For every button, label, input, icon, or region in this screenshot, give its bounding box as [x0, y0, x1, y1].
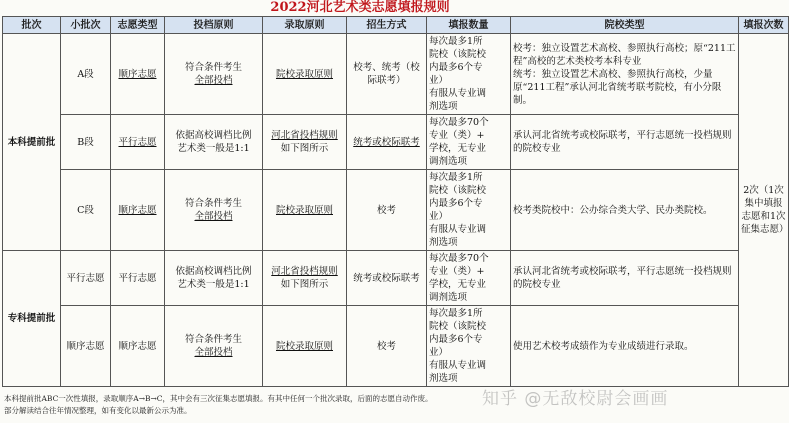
header-school-type: 院校类型 [511, 17, 739, 34]
fill-line: 每次最多70个 [429, 117, 489, 128]
sub-batch: A段 [61, 34, 111, 115]
fill-line: 每次最多1所 [429, 36, 483, 47]
volunteer-type: 平行志愿 [118, 272, 157, 284]
toudang-line-2: 艺术类一般是1:1 [177, 143, 250, 154]
fill-count-cell [427, 251, 511, 306]
fill-line: 学校，无专业 [429, 143, 487, 154]
fill-line: 每次最多70个 [429, 253, 489, 264]
footnote [4, 393, 464, 417]
fill-line: 有服从专业调 [429, 224, 487, 235]
fill-line: 院校（该院校 [429, 49, 487, 60]
page-title: 2022河北艺术类志愿填报规则 [270, 0, 450, 15]
fill-line: 调剂选项 [429, 292, 468, 303]
fill-line: 有服从专业调 [429, 360, 487, 371]
fill-line: 每次最多1所 [429, 172, 483, 183]
footnote-line-2: 部分解读结合往年情况整理，如有变化以最新公示为准。 [4, 406, 192, 415]
sub-batch: B段 [61, 115, 111, 170]
fill-line: 剂选项 [429, 101, 458, 112]
sub-batch: C段 [61, 170, 111, 251]
volunteer-type: 平行志愿 [118, 136, 157, 148]
table-row [3, 306, 789, 387]
sub-batch: 平行志愿 [61, 251, 111, 306]
header-batch: 批次 [3, 17, 61, 34]
table-row [3, 115, 789, 170]
fill-line: 专业（类）+ [429, 266, 485, 277]
luqu-principle: 河北省投档规则 [271, 266, 338, 277]
fill-line: 调剂选项 [429, 156, 468, 167]
toudang-line-2: 全部投档 [194, 75, 233, 86]
school-type: 校考类院校中：公办综合类大学、民办类院校。 [511, 170, 739, 251]
header-sub-batch: 小批次 [61, 17, 111, 34]
table-header-row [3, 17, 789, 34]
rules-table [2, 16, 789, 387]
footnote-line-1: 本科提前批ABC一次性填报，录取顺序A→B→C，其中会有三次征集志愿填报。有其中任何一个批次录取，后面的志愿自动作废。 [4, 394, 433, 403]
fill-line: 院校（该院校 [429, 185, 487, 196]
toudang-line-1: 符合条件考生 [184, 334, 242, 345]
fill-count-cell [427, 306, 511, 387]
fill-line: 内最多6个专 [429, 334, 483, 345]
luqu-principle: 院校录取原则 [275, 204, 333, 216]
fill-line: 有服从专业调 [429, 88, 487, 99]
fill-line: 每次最多1所 [429, 308, 483, 319]
toudang-line-1: 符合条件考生 [184, 62, 242, 73]
fill-times: 2次（1次集中填报志愿和1次征集志愿） [739, 34, 789, 387]
luqu-principle: 院校录取原则 [275, 68, 333, 80]
header-fill-times: 填报次数 [739, 17, 789, 34]
batch-name: 专科提前批 [3, 251, 61, 387]
watermark: 知乎 @无敌校尉会画画 [482, 389, 669, 409]
table-row [3, 251, 789, 306]
school-type: 承认河北省统考或校际联考，平行志愿统一投档规则的院校专业 [511, 251, 739, 306]
header-zhaosheng: 招生方式 [347, 17, 427, 34]
fill-line: 剂选项 [429, 373, 458, 384]
fill-count-cell [427, 170, 511, 251]
toudang-line-2: 全部投档 [194, 211, 233, 222]
fill-count-cell [427, 34, 511, 115]
volunteer-type: 顺序志愿 [118, 204, 157, 216]
toudang-line-2: 艺术类一般是1:1 [177, 279, 250, 290]
header-toudang: 投档原则 [165, 17, 263, 34]
fill-line: 内最多6个专 [429, 198, 483, 209]
sub-batch: 顺序志愿 [61, 306, 111, 387]
header-luqu: 录取原则 [263, 17, 347, 34]
fill-count-cell [427, 115, 511, 170]
volunteer-type: 顺序志愿 [118, 340, 157, 352]
toudang-line-1: 符合条件考生 [184, 198, 242, 209]
table-row [3, 170, 789, 251]
school-type: 校考：独立设置艺术高校、参照执行高校；原“211工程”高校的艺术类校考本科专业 统考：独立设置艺术高校、参照执行高校，少量原“211工程”承认河北省统考联考院校，有小分限制。 [511, 34, 739, 115]
school-type: 承认河北省统考或校际联考，平行志愿统一投档规则的院校专业 [511, 115, 739, 170]
luqu-principle: 河北省投档规则 [271, 130, 338, 141]
fill-line: 学校，无专业 [429, 279, 487, 290]
luqu-note: 如下图所示 [280, 279, 329, 290]
zhaosheng-method: 校考 [347, 306, 427, 387]
table-row [3, 34, 789, 115]
luqu-note: 如下图所示 [280, 143, 329, 154]
zhaosheng-method: 校考 [347, 170, 427, 251]
fill-line: 业） [429, 347, 449, 358]
header-type: 志愿类型 [111, 17, 165, 34]
volunteer-type: 顺序志愿 [118, 68, 157, 80]
fill-line: 业） [429, 75, 449, 86]
zhaosheng-method: 统考或校际联考 [353, 136, 420, 148]
fill-line: 院校（该院校 [429, 321, 487, 332]
header-fill-count: 填报数量 [427, 17, 511, 34]
fill-line: 剂选项 [429, 237, 458, 248]
luqu-principle: 院校录取原则 [275, 340, 333, 352]
batch-name: 本科提前批 [3, 34, 61, 251]
fill-line: 业） [429, 211, 449, 222]
fill-line: 内最多6个专 [429, 62, 483, 73]
zhaosheng-method: 统考或校际联考 [347, 251, 427, 306]
toudang-line-1: 依据高校调档比例 [175, 266, 252, 277]
zhaosheng-method: 校考、统考（校际联考） [347, 34, 427, 115]
fill-line: 专业（类）+ [429, 130, 485, 141]
toudang-line-2: 全部投档 [194, 347, 233, 358]
school-type: 使用艺术校考成绩作为专业成绩进行录取。 [511, 306, 739, 387]
toudang-line-1: 依据高校调档比例 [175, 130, 252, 141]
